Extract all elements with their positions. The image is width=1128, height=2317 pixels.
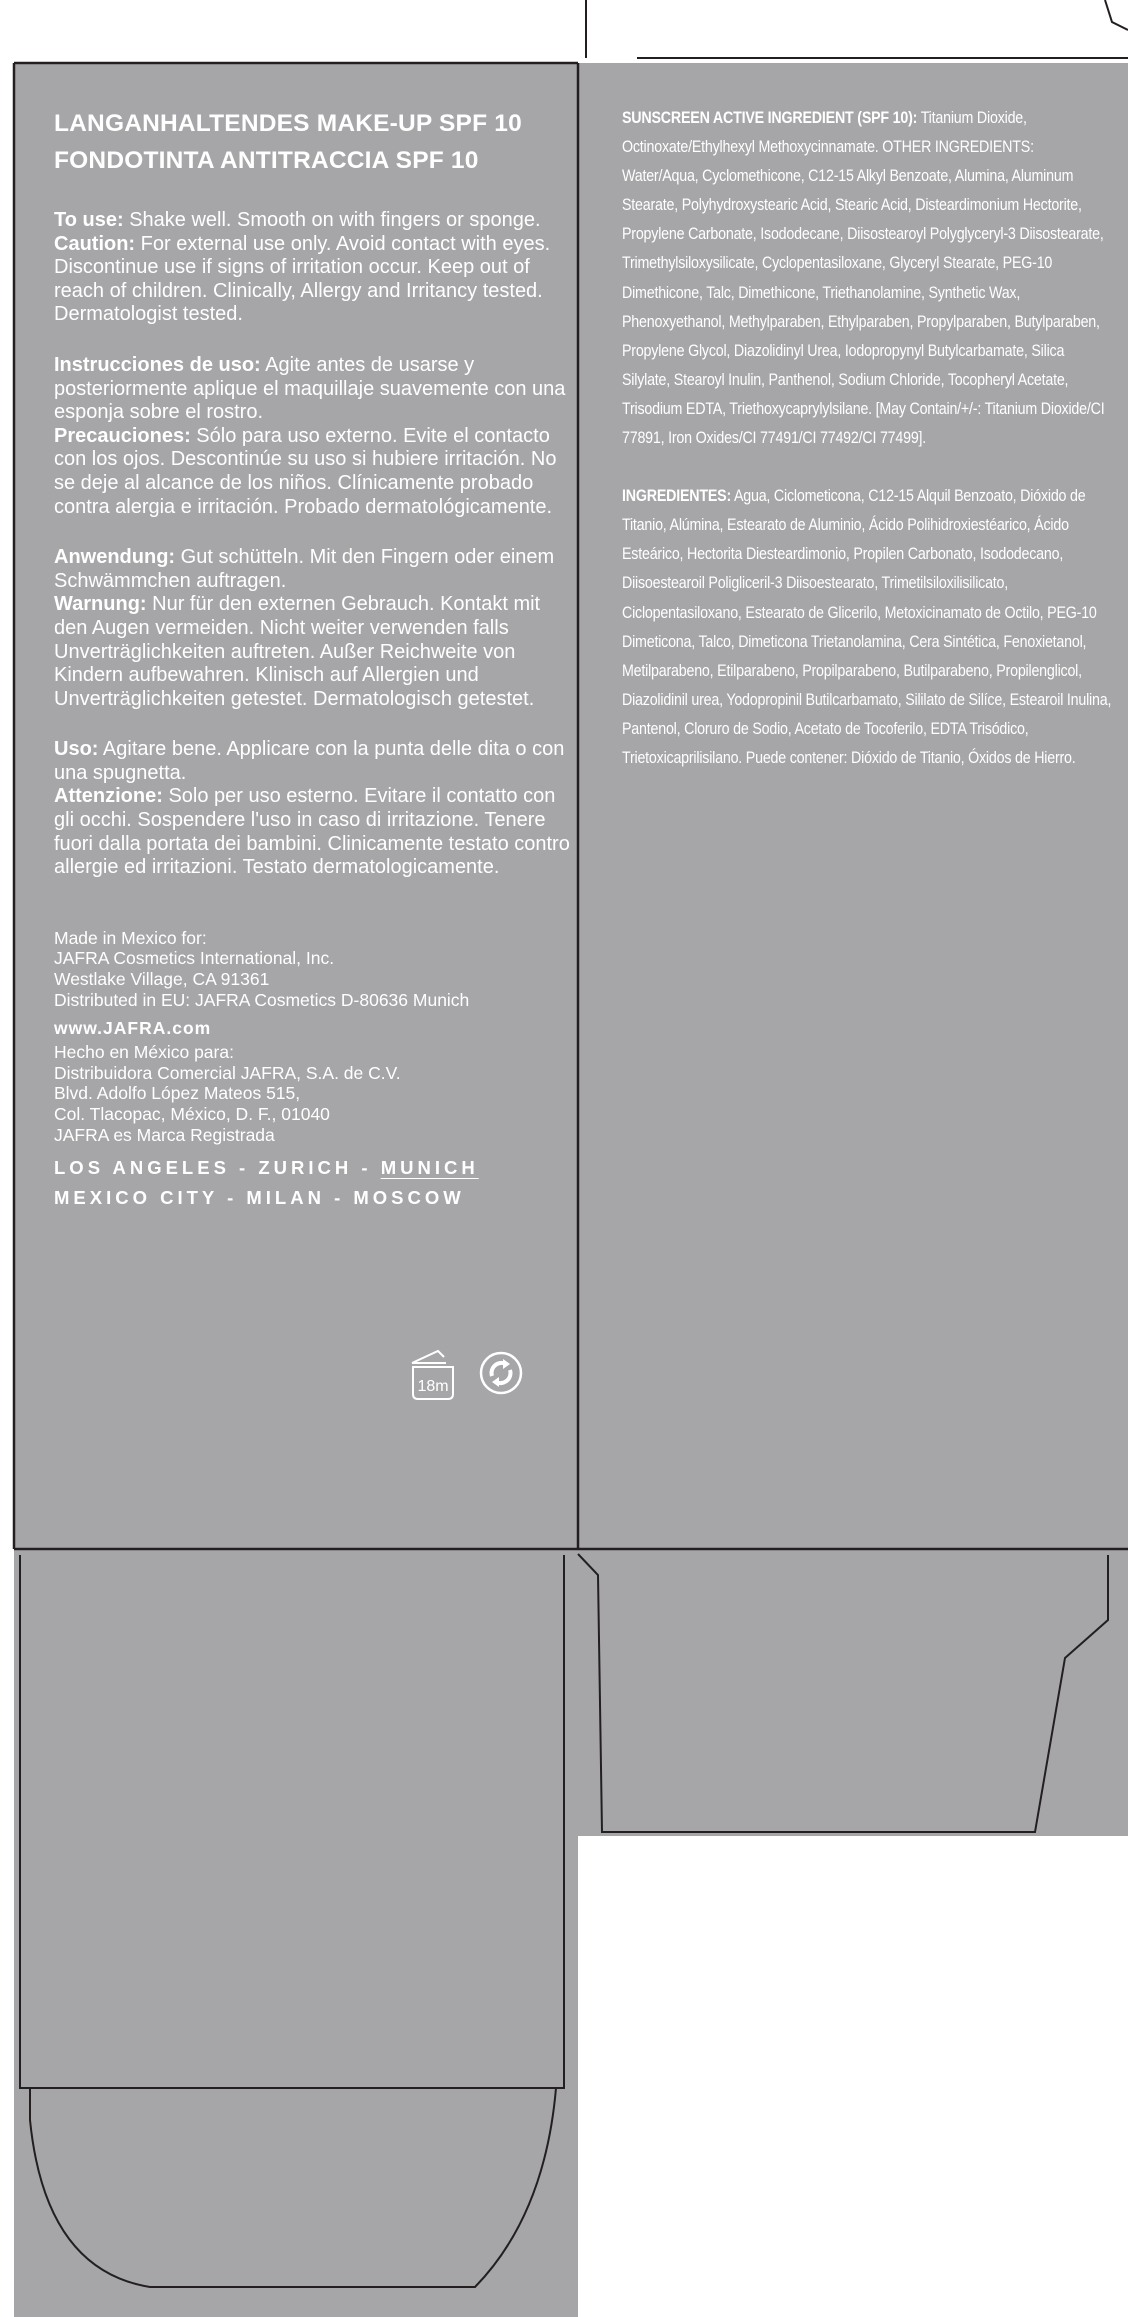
sunscreen-active-label: SUNSCREEN ACTIVE INGREDIENT (SPF 10): xyxy=(622,108,918,127)
right-lower-bg xyxy=(578,1549,1128,1836)
spanish-directions xyxy=(54,354,574,519)
ingredients-spanish-text: Agua, Ciclometicona, C12-15 Alquil Benzoato, Dióxido de Titanio, Alúmina, Estearato de Aluminio, Ácido Polihidroxiestéarico, Ácido Esteárico, Hectorita Diesteardimonio, Propilen Carbonato, Isododecano, Diisoestearoil Poligliceril-3 Diisoestearato, Trimetilsiloxilisilicato, Ciclopentasiloxano, Estearato de Glicerilo, Metoxicinamato de Octilo, PEG-10 Dimeticona, Talco, Dimeticona Trietanolamina, Cera Sintética, Fenoxietanol, Metilparabeno, Etilparabeno, Propilparabeno, Butilparabeno, Propilenglicol, Diazolidinil urea, Yodopropinil Butilcarbamato, Sililato de Silíce, Estearoil Inulina, Pantenol, Cloruro de Sodio, Acetato de Tocoferilo, EDTA Trisódico, Trietoxicaprilisilano. Puede contener: Dióxido de Titanio, Óxidos de Hierro. xyxy=(622,486,1112,767)
caution-text-es: Sólo para uso externo. Evite el contacto con los ojos. Descontinúe su uso si hubiere irritación. No se deje al alcance de los niños. Clínicamente probado contra alergia e irritación. Probado dermatológicamente. xyxy=(54,424,557,518)
use-label-es: Instrucciones de uso: xyxy=(54,353,261,376)
caution-label-es: Precauciones: xyxy=(54,424,191,447)
distributor-line: Hecho en México para: xyxy=(54,1042,234,1063)
recycle-icon xyxy=(479,1351,523,1395)
ingredientes-label: INGREDIENTES: xyxy=(622,486,732,506)
distributor-line: Distribuidora Comercial JAFRA, S.A. de C.V. xyxy=(54,1062,401,1083)
pao-jar-icon xyxy=(408,1349,458,1405)
use-text-en: Shake well. Smooth on with fingers or sponge. xyxy=(123,209,541,231)
left-panel-text xyxy=(54,105,574,1213)
use-text-es: Agite antes de usarse y posteriormente aplique el maquillaje suavemente con una esponja sobre el rostro. xyxy=(54,353,566,424)
cities-text: LOS ANGELES - ZURICH - xyxy=(54,1157,381,1179)
caution-label-en: Caution: xyxy=(54,232,136,255)
website: www.JAFRA.com xyxy=(54,1018,212,1039)
use-text-de: Gut schütteln. Mit den Fingern oder einem Schwämmchen auftragen. xyxy=(54,546,555,592)
top-flap-outline-right xyxy=(1105,0,1128,30)
caution-label-de: Warnung: xyxy=(54,593,147,616)
title-italian: FONDOTINTA ANTITRACCIA SPF 10 xyxy=(54,147,479,174)
caution-text-de: Nur für den externen Gebrauch. Kontakt mit den Augen vermeiden. Nicht weiter verwenden falls Unverträglichkeiten auftreten. Außer Reichweite von Kindern aufbewahren. Klinisch auf Allergien und Unverträglichkeiten getestet. Dermatologisch getestet. xyxy=(54,593,541,710)
pao-label: 18m xyxy=(417,1378,449,1395)
use-label-it: Uso: xyxy=(54,738,99,761)
italian-directions xyxy=(54,738,574,880)
caution-text-en: For external use only. Avoid contact with eyes. Discontinue use if signs of irritation occur. Keep out of reach of children. Clinically, Allergy and Irritancy tested. Dermatologist tested. xyxy=(54,232,551,326)
left-bottom-flap-bg xyxy=(14,1549,578,2317)
distributor-line: JAFRA es Marca Registrada xyxy=(54,1124,275,1145)
manufacturer-line: Westlake Village, CA 91361 xyxy=(54,969,270,990)
ingredients-spanish xyxy=(622,481,1112,772)
distributor-line: Col. Tlacopac, México, D. F., 01040 xyxy=(54,1104,330,1124)
manufacturer-line: Distributed in EU: JAFRA Cosmetics D-80636 Munich xyxy=(54,989,470,1010)
use-label-de: Anwendung: xyxy=(54,546,176,569)
use-text-it: Agitare bene. Applicare con la punta delle dita o con una spugnetta. xyxy=(54,738,565,784)
manufacturer-line: Made in Mexico for: xyxy=(54,927,207,948)
manufacturer-line: JAFRA Cosmetics International, Inc. xyxy=(54,948,335,969)
cities-munich: MUNICH xyxy=(380,1157,479,1179)
cities-line-1 xyxy=(54,1153,574,1183)
cities-line-2: MEXICO CITY - MILAN - MOSCOW xyxy=(54,1187,465,1209)
right-panel-text xyxy=(622,103,1112,772)
german-directions xyxy=(54,546,574,711)
distributor-info xyxy=(54,1042,574,1145)
use-label-en: To use: xyxy=(54,209,124,231)
caution-text-it: Solo per uso esterno. Evitare il contatto con gli occhi. Sospendere l'uso in caso di irritazione. Tenere fuori dalla portata dei bambini. Clinicamente testato contro allergie ed irritazioni. Testato dermatologicamente. xyxy=(54,785,570,879)
distributor-line: Blvd. Adolfo López Mateos 515, xyxy=(54,1083,301,1104)
ingredients-english xyxy=(622,103,1112,452)
english-directions xyxy=(54,209,574,327)
title-german: LANGANHALTENDES MAKE-UP SPF 10 xyxy=(54,110,522,137)
caution-label-it: Attenzione: xyxy=(54,785,163,808)
blank-area xyxy=(578,1836,1128,2317)
manufacturer-info xyxy=(54,928,574,1010)
ingredients-english-text: Titanium Dioxide, Octinoxate/Ethylhexyl Methoxycinnamate. OTHER INGREDIENTS: Water/Aqua, Cyclomethicone, C12-15 Alkyl Benzoate, Alumina, Aluminum Stearate, Polyhydroxystearic Acid, Stearic Acid, Disteardimonium Hectorite, Propylene Carbonate, Isododecane, Diisostearoyl Polyglyceryl-3 Diisostearate, Trimethylsiloxysilicate, Cyclopentasiloxane, Glyceryl Stearate, PEG-10 Dimethicone, Talc, Dimethicone, Triethanolamine, Synthetic Wax, Phenoxyethanol, Methylparaben, Ethylparaben, Propylparaben, Butylparaben, Propylene Glycol, Diazolidinyl Urea, Iodopropynyl Butylcarbamate, Silica Silylate, Stearoyl Inulin, Panthenol, Sodium Chloride, Tocopheryl Acetate, Trisodium EDTA, Triethoxycaprylylsilane. [May Contain/+/-: Titanium Dioxide/CI 77891, Iron Oxides/CI 77491/CI 77492/CI 77499]. xyxy=(622,108,1105,448)
